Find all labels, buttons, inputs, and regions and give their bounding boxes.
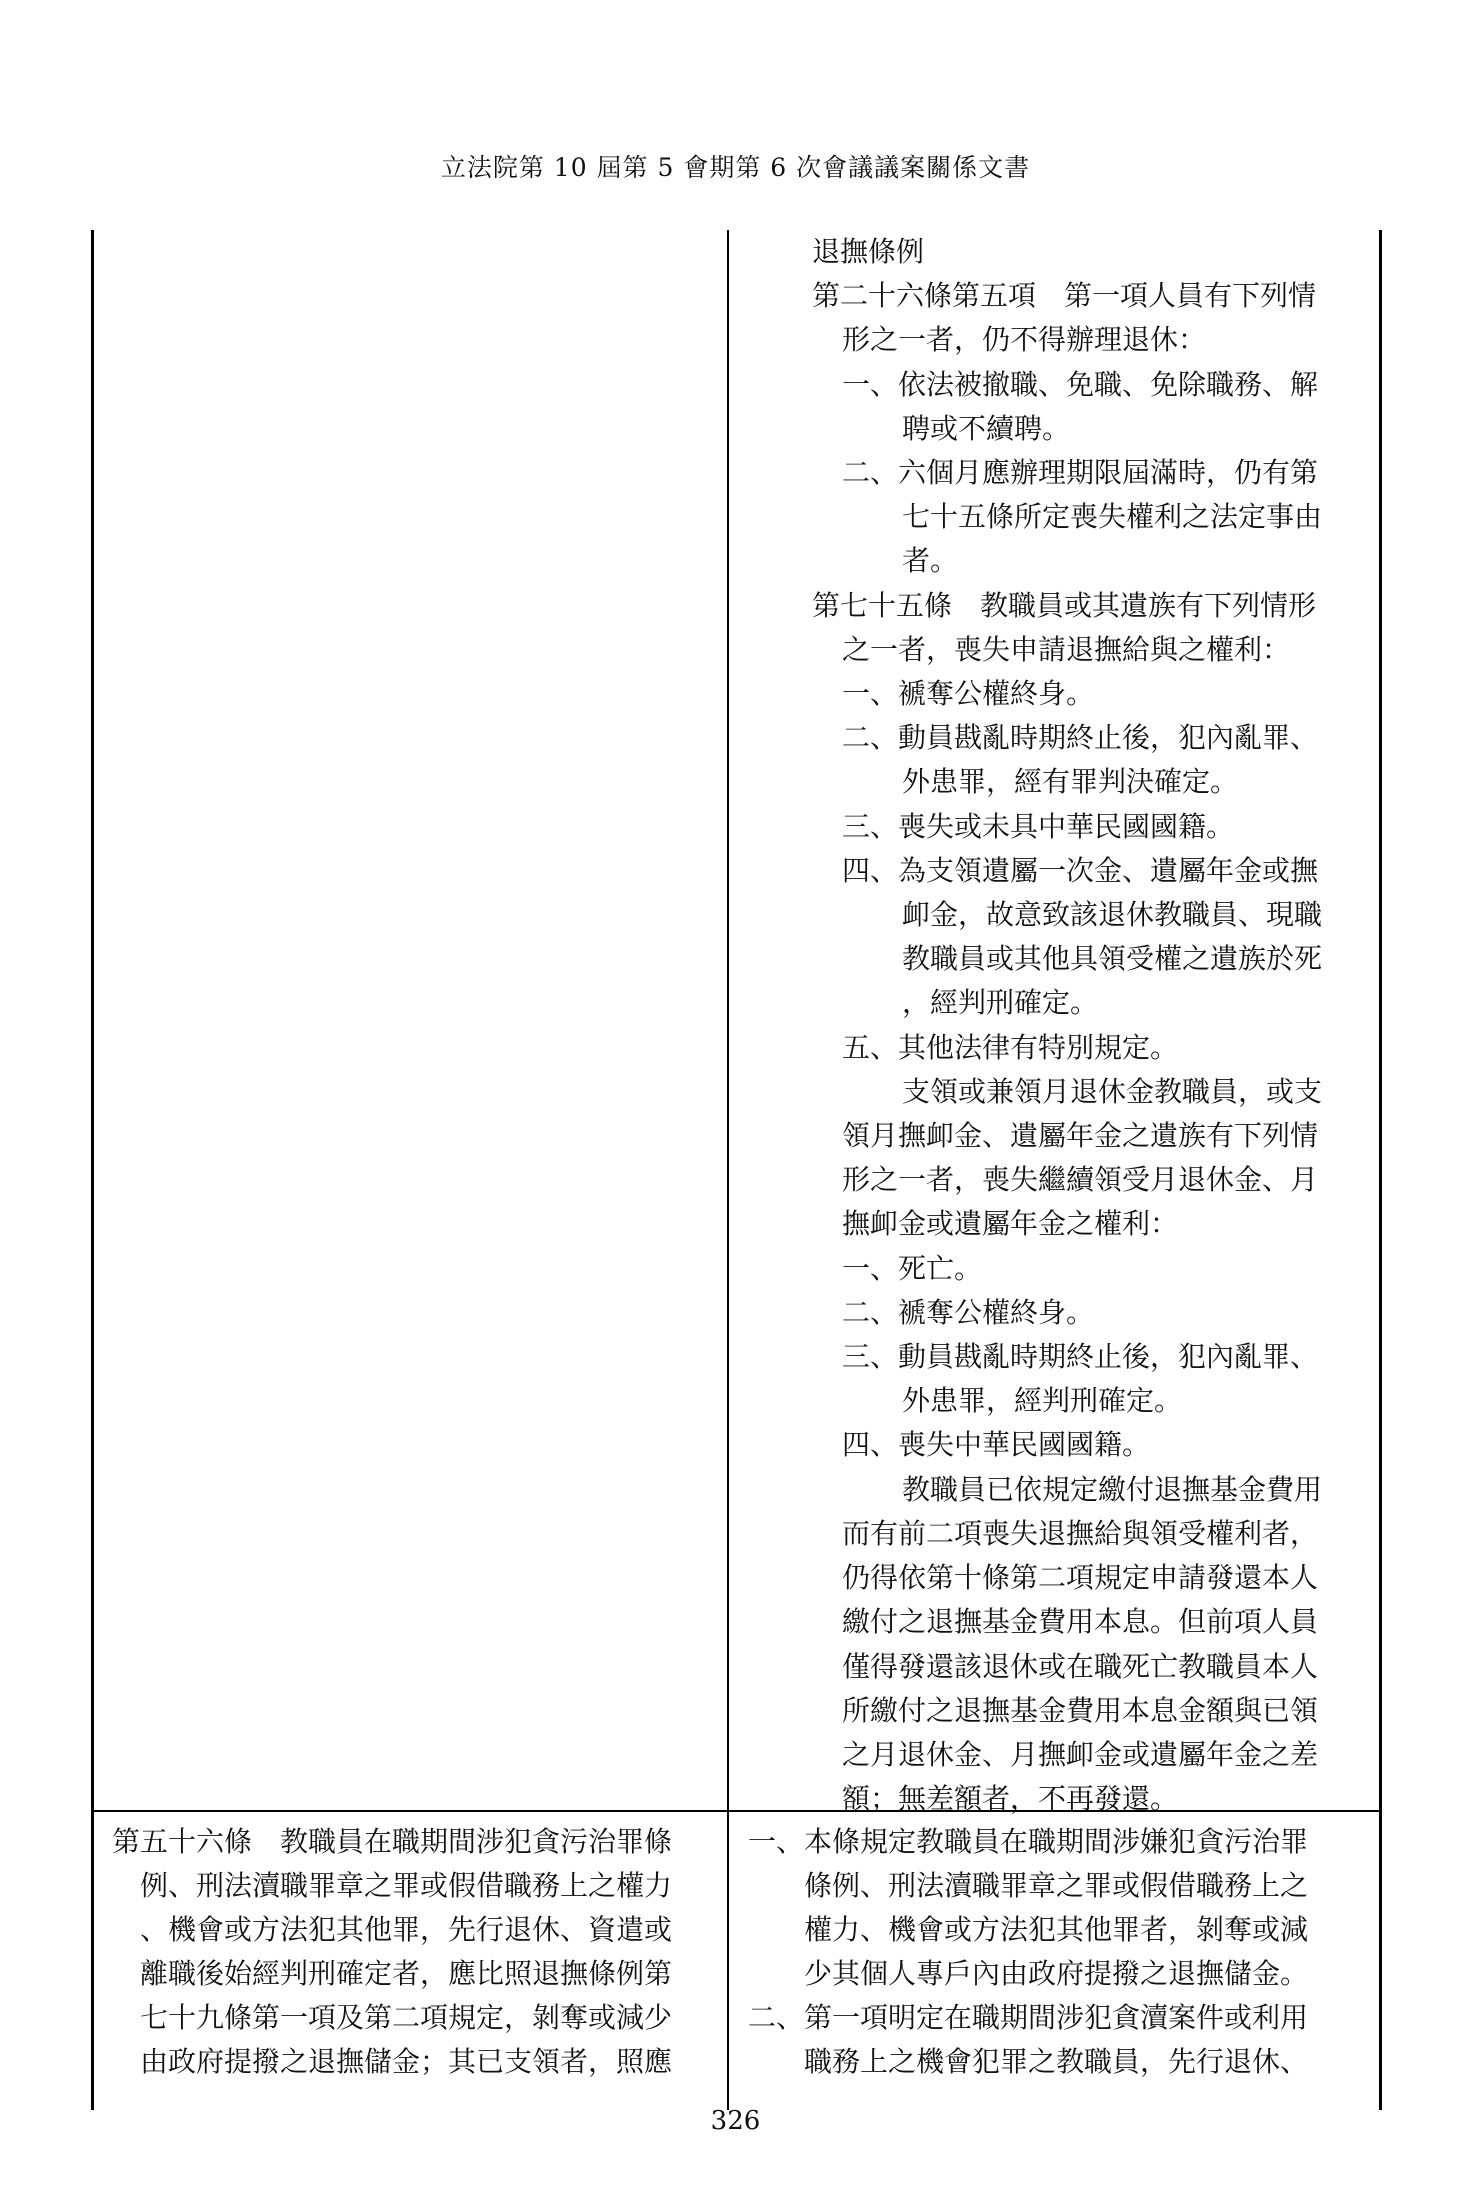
text-line: 退撫條例 [812,235,925,268]
table-center-divider [727,230,729,2110]
text-line: 權力、機會或方法犯其他罪者，剝奪或減 [804,1913,1309,1946]
text-line: 繳付之退撫基金費用本息。但前項人員 [842,1605,1319,1639]
text-line: 額；無差額者，不再發還。 [842,1782,1179,1816]
text-line: 一、死亡。 [842,1251,983,1285]
text-line: 由政府提撥之退撫儲金；其已支領者，照應 [140,2045,673,2078]
table-right-border [1379,230,1382,2110]
text-line: ，經判刑確定。 [902,986,1099,1020]
text-line: 所繳付之退撫基金費用本息金額與已領 [842,1693,1319,1727]
text-line: 一、依法被撤職、免職、免除職務、解 [842,367,1319,401]
text-line: 、機會或方法犯其他罪，先行退休、資遣或 [140,1913,673,1946]
text-line: 外患罪，經有罪判決確定。 [902,765,1239,799]
page-number: 326 [710,2106,761,2136]
bottom-right-cell [748,1820,1378,2084]
text-line: 外患罪，經判刑確定。 [902,1384,1183,1418]
text-line: 少其個人專戶內由政府提撥之退撫儲金。 [804,1957,1309,1990]
text-line: 形之一者，喪失繼續領受月退休金、月 [842,1163,1319,1197]
text-line: 第七十五條 教職員或其遺族有下列情形 [812,588,1317,622]
text-line: 第二十六條第五項 第一項人員有下列情 [812,279,1317,313]
text-line: 之月退休金、月撫卹金或遺屬年金之差 [842,1737,1319,1771]
text-line: 五、其他法律有特別規定。 [842,1030,1179,1064]
text-line: 第五十六條 教職員在職期間涉犯貪污治罪條 [112,1825,673,1858]
text-line: 形之一者，仍不得辦理退休： [842,323,1207,357]
text-line: 四、喪失中華民國國籍。 [842,1428,1151,1462]
text-line: 職務上之機會犯罪之教職員，先行退休、 [804,2045,1309,2078]
table-left-border [91,230,94,2110]
text-line: 仍得依第十條第二項規定申請發還本人 [842,1561,1319,1595]
text-line: 一、褫奪公權終身。 [842,677,1095,711]
text-line: 二、褫奪公權終身。 [842,1295,1095,1329]
text-line: 例、刑法瀆職罪章之罪或假借職務上之權力 [140,1869,673,1902]
text-line: 僅得發還該退休或在職死亡教職員本人 [842,1649,1319,1683]
text-line: 七十五條所定喪失權利之法定事由 [902,500,1323,534]
text-line: 離職後始經判刑確定者，應比照退撫條例第 [140,1957,673,1990]
text-line: 三、動員戡亂時期終止後，犯內亂罪、 [842,1340,1319,1374]
text-line: 者。 [902,544,959,578]
text-line: 之一者，喪失申請退撫給與之權利： [842,632,1291,666]
text-line: 四、為支領遺屬一次金、遺屬年金或撫 [842,853,1319,887]
text-line: 教職員或其他具領受權之遺族於死 [902,942,1323,976]
text-line: 卹金，故意致該退休教職員、現職 [902,898,1323,932]
text-line: 撫卹金或遺屬年金之權利： [842,1207,1179,1241]
text-line: 條例、刑法瀆職罪章之罪或假借職務上之 [804,1869,1309,1902]
text-line: 一、本條規定教職員在職期間涉嫌犯貪污治罪 [748,1825,1309,1858]
text-line: 聘或不續聘。 [902,411,1071,445]
text-line: 二、六個月應辦理期限屆滿時，仍有第 [842,456,1319,490]
text-line: 二、動員戡亂時期終止後，犯內亂罪、 [842,721,1319,755]
text-line: 教職員已依規定繳付退撫基金費用 [902,1472,1323,1506]
text-line: 支領或兼領月退休金教職員，或支 [902,1074,1323,1108]
text-line: 而有前二項喪失退撫給與領受權利者， [842,1516,1319,1550]
text-line: 二、第一項明定在職期間涉犯貪瀆案件或利用 [748,2001,1309,2034]
top-right-cell [812,230,1374,1821]
text-line: 領月撫卹金、遺屬年金之遺族有下列情 [842,1119,1319,1153]
text-line: 七十九條第一項及第二項規定，剝奪或減少 [140,2001,673,2034]
document-header: 立法院第 10 屆第 5 會期第 6 次會議議案關係文書 [440,153,1031,182]
bottom-left-cell [112,1820,724,2084]
text-line: 三、喪失或未具中華民國國籍。 [842,809,1235,843]
